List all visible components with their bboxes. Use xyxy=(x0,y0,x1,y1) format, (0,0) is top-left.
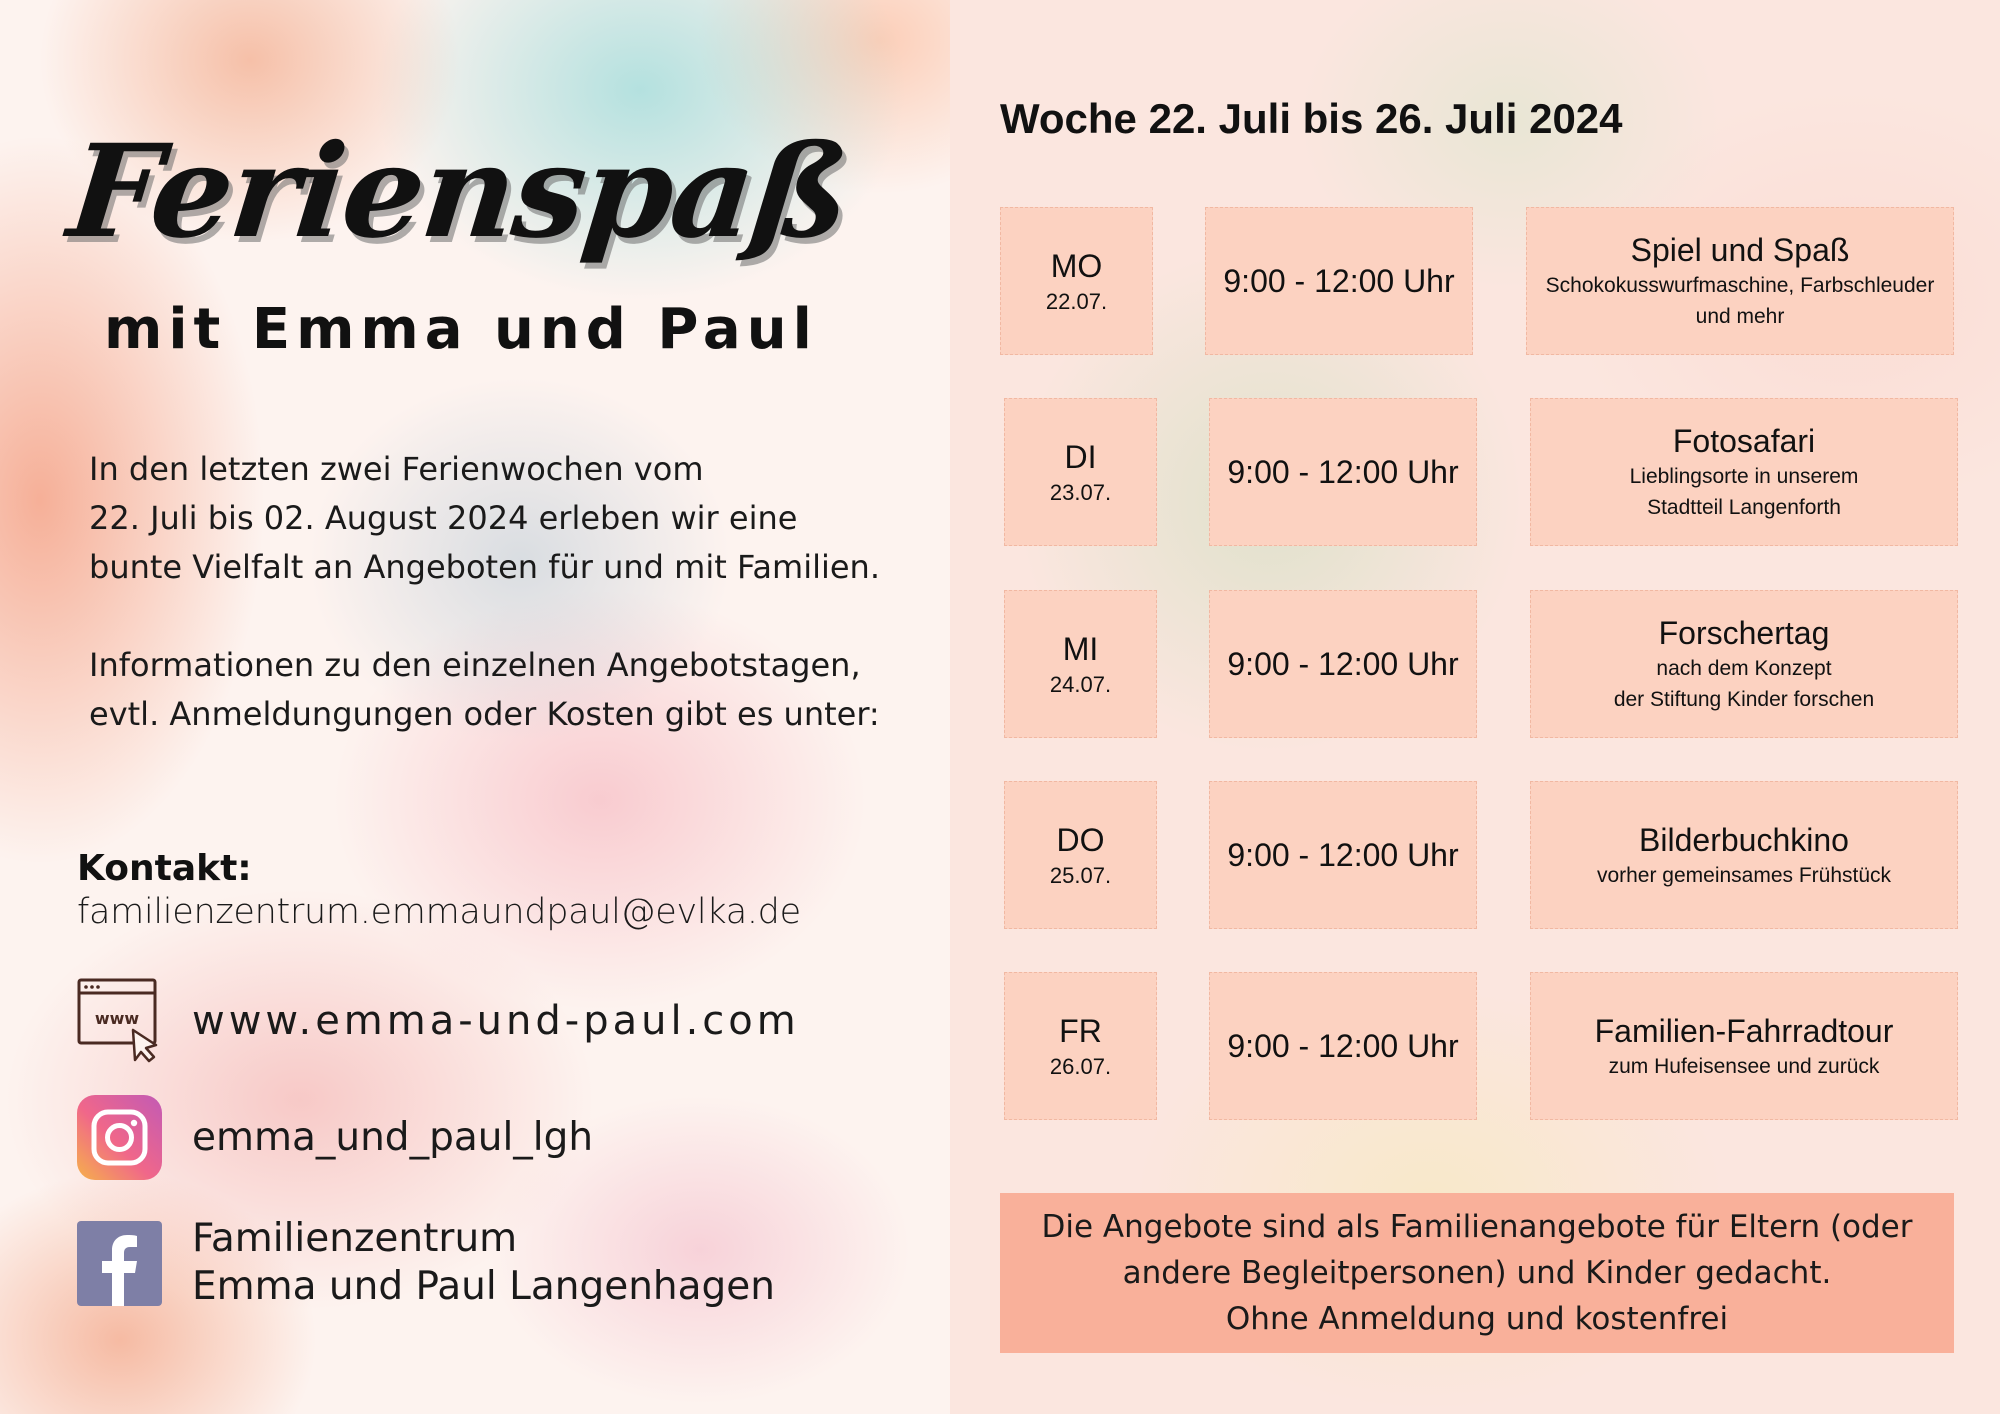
activity-cell xyxy=(1530,781,1958,929)
time-range: 9:00 - 12:00 Uhr xyxy=(1227,836,1459,873)
time-range: 9:00 - 12:00 Uhr xyxy=(1223,262,1455,299)
day-cell xyxy=(1004,781,1157,929)
facebook-row[interactable] xyxy=(77,1215,775,1311)
flyer-subtitle: mit Emma und Paul xyxy=(104,297,818,362)
time-cell xyxy=(1209,972,1477,1120)
activity-cell xyxy=(1530,972,1958,1120)
facebook-page-name[interactable] xyxy=(192,1215,775,1311)
facebook-line-2: Emma und Paul Langenhagen xyxy=(192,1264,776,1309)
day-date: 22.07. xyxy=(1045,289,1108,314)
time-cell xyxy=(1209,398,1477,546)
activity-cell xyxy=(1530,398,1958,546)
family-offer-note xyxy=(1000,1193,1954,1353)
day-date: 23.07. xyxy=(1049,480,1112,505)
day-code: MI xyxy=(1062,631,1099,667)
week-title: Woche 22. Juli bis 26. Juli 2024 xyxy=(1000,95,1623,142)
instagram-icon xyxy=(77,1095,162,1180)
activity-description: nach dem Konzept der Stiftung Kinder forschen xyxy=(1613,657,1875,711)
activity-cell xyxy=(1526,207,1954,355)
day-date: 25.07. xyxy=(1049,863,1112,888)
facebook-icon xyxy=(77,1221,162,1306)
flyer-title: Ferienspaß xyxy=(62,117,856,267)
contact-label: Kontakt: xyxy=(77,848,252,889)
intro-text xyxy=(89,445,929,788)
instagram-handle[interactable]: emma_und_paul_lgh xyxy=(192,1115,594,1160)
instagram-row[interactable] xyxy=(77,1095,593,1180)
activity-title: Bilderbuchkino xyxy=(1639,821,1849,858)
contact-email-link[interactable]: familienzentrum.emmaundpaul@evlka.de xyxy=(77,892,801,932)
intro-paragraph-2: Informationen zu den einzelnen Angebotstagen, evtl. Anmeldungungen oder Kosten gibt es unter: xyxy=(89,646,880,733)
day-code: DI xyxy=(1064,439,1097,475)
time-range: 9:00 - 12:00 Uhr xyxy=(1227,453,1459,490)
day-cell xyxy=(1004,972,1157,1120)
time-cell xyxy=(1205,207,1473,355)
activity-title: Forschertag xyxy=(1658,615,1830,651)
facebook-line-1: Familienzentrum xyxy=(192,1216,518,1261)
time-range: 9:00 - 12:00 Uhr xyxy=(1227,1027,1459,1064)
activity-description: vorher gemeinsames Frühstück xyxy=(1596,863,1892,887)
activity-title: Spiel und Spaß xyxy=(1630,232,1850,268)
note-line-2: andere Begleitpersonen) und Kinder gedacht. xyxy=(1122,1255,1832,1291)
activity-description: Schokokusswurfmaschine, Farbschleuder und mehr xyxy=(1545,274,1935,328)
day-date: 26.07. xyxy=(1049,1054,1112,1079)
day-code: MO xyxy=(1050,248,1103,284)
activity-description: zum Hufeisensee und zurück xyxy=(1608,1054,1880,1078)
time-range: 9:00 - 12:00 Uhr xyxy=(1227,645,1459,682)
day-date: 24.07. xyxy=(1049,672,1112,697)
note-line-1: Die Angebote sind als Familienangebote für Eltern (oder xyxy=(1041,1209,1913,1245)
activity-cell xyxy=(1530,590,1958,738)
day-code: DO xyxy=(1056,822,1105,858)
note-line-3: Ohne Anmeldung und kostenfrei xyxy=(1225,1301,1729,1337)
day-cell xyxy=(1000,207,1153,355)
day-cell xyxy=(1004,398,1157,546)
browser-cursor-icon xyxy=(77,978,162,1063)
activity-title: Familien-Fahrradtour xyxy=(1594,1012,1894,1049)
website-link[interactable]: www.emma-und-paul.com xyxy=(192,997,800,1044)
intro-paragraph-1: In den letzten zwei Ferienwochen vom 22. Juli bis 02. August 2024 erleben wir eine bunte Vielfalt an Angeboten für und mit Familien. xyxy=(89,450,880,586)
day-code: FR xyxy=(1059,1013,1102,1049)
website-row[interactable] xyxy=(77,978,800,1063)
day-cell xyxy=(1004,590,1157,738)
time-cell xyxy=(1209,781,1477,929)
time-cell xyxy=(1209,590,1477,738)
activity-description: Lieblingsorte in unserem Stadtteil Langenforth xyxy=(1629,465,1859,519)
activity-title: Fotosafari xyxy=(1672,423,1816,459)
website-icon-text: www xyxy=(94,1009,140,1028)
